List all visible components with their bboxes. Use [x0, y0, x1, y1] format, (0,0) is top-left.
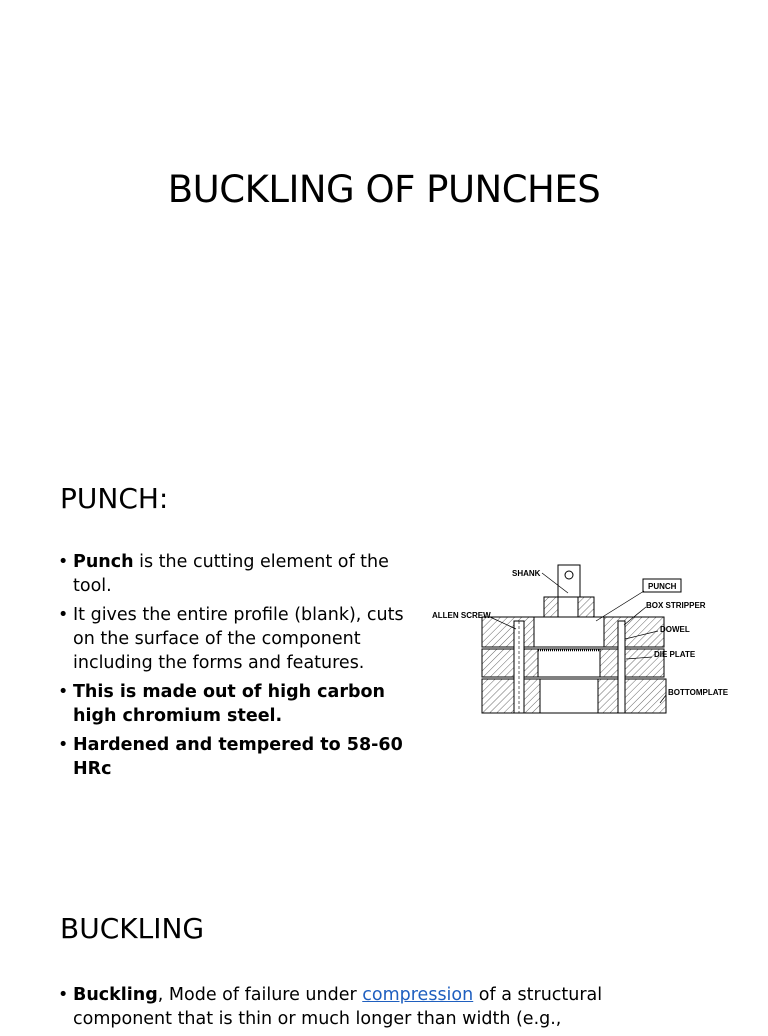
punch-bullet-list: [58, 550, 428, 786]
bullet-text: , Mode of failure under: [157, 985, 363, 1005]
stripper-opening: [534, 617, 604, 647]
die-set-diagram: [428, 555, 740, 720]
compression-link[interactable]: compression: [362, 985, 474, 1005]
label-bottomplate: BOTTOMPLATE: [668, 688, 729, 697]
bullet-icon: •: [58, 985, 69, 1005]
bullet-text: It gives the entire profile (blank), cuts on the surface of the component including the forms and features.: [73, 605, 404, 673]
section-heading-punch: PUNCH:: [60, 482, 169, 515]
die-opening: [538, 649, 600, 677]
list-item: [58, 733, 428, 781]
bullet-bold: Buckling: [73, 985, 158, 1005]
bullet-icon: •: [58, 735, 69, 755]
slide-title: BUCKLING OF PUNCHES: [167, 168, 601, 211]
bottom-opening: [540, 679, 598, 713]
list-item: [58, 550, 428, 598]
title-slide: [0, 0, 768, 432]
label-allen-screw: ALLEN SCREW: [432, 611, 491, 620]
bullet-icon: •: [58, 552, 69, 572]
label-dowel: DOWEL: [660, 625, 690, 634]
bullet-text: of a structural component that is thin or much longer than width (e.g.,: [73, 985, 603, 1029]
bullet-icon: •: [58, 682, 69, 702]
bullet-bold: Punch: [73, 552, 134, 572]
label-shank: SHANK: [512, 569, 541, 578]
bullet-icon: •: [58, 605, 69, 625]
label-die-plate: DIE PLATE: [654, 650, 696, 659]
shank-shape: [558, 565, 580, 597]
bullet-bold: Hardened and tempered to 58-60 HRc: [73, 735, 403, 779]
bullet-bold: This is made out of high carbon high chromium steel.: [73, 682, 385, 726]
list-item: [58, 680, 428, 728]
buckling-bullet-list: [58, 983, 638, 1036]
label-punch: PUNCH: [648, 582, 677, 591]
dowel-shape: [618, 621, 625, 713]
bullet-text: is the cutting element of the tool.: [73, 552, 389, 596]
section-heading-buckling: BUCKLING: [60, 912, 205, 945]
list-item: [58, 603, 428, 675]
label-box-stripper: BOX STRIPPER: [646, 601, 706, 610]
